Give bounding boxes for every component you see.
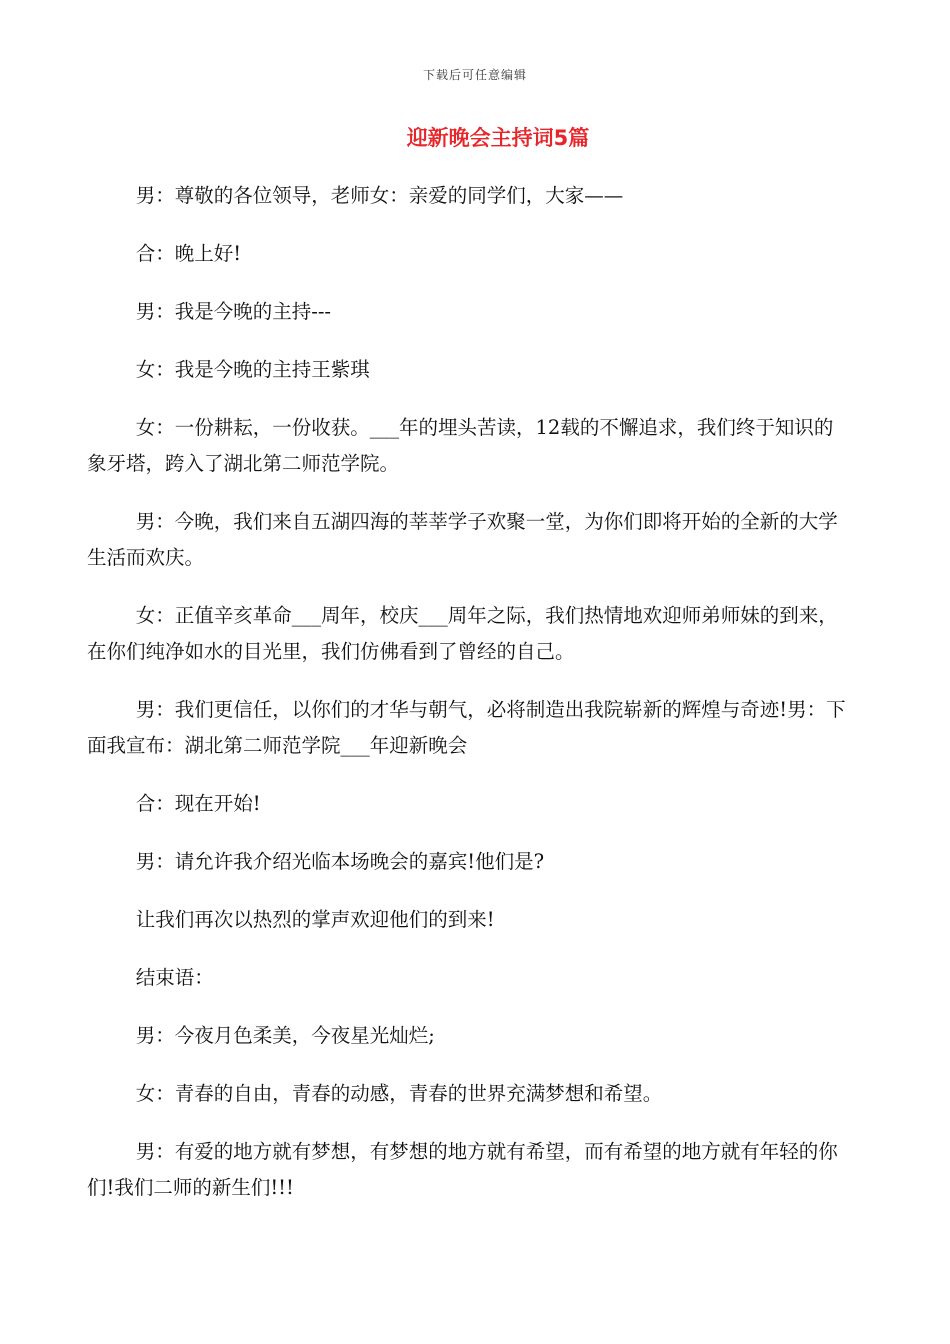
paragraph: 男：有爱的地方就有梦想，有梦想的地方就有希望，而有希望的地方就有年轻的你们!我们二师的新生们!!! bbox=[87, 1140, 838, 1199]
paragraph: 女：我是今晚的主持王紫琪 bbox=[135, 358, 370, 381]
paragraph: 男：我是今晚的主持--- bbox=[135, 300, 332, 323]
header-note: 下载后可任意编辑 bbox=[422, 68, 527, 82]
paragraph: 女：正值辛亥革命___周年，校庆___周年之际，我们热情地欢迎师弟师妹的到来，在你们纯净如水的目光里，我们仿佛看到了曾经的自己。 bbox=[87, 604, 838, 663]
paragraph: 男：今晚，我们来自五湖四海的莘莘学子欢聚一堂，为你们即将开始的全新的大学生活而欢庆。 bbox=[87, 510, 838, 569]
paragraph: 男：我们更信任，以你们的才华与朝气，必将制造出我院崭新的辉煌与奇迹!男：下面我宣布：湖北第二师范学院___年迎新晚会 bbox=[87, 698, 846, 757]
document-title: 迎新晚会主持词5篇 bbox=[406, 126, 590, 150]
document-body bbox=[87, 178, 851, 1228]
paragraph: 男：尊敬的各位领导，老师女：亲爱的同学们，大家—— bbox=[135, 184, 624, 207]
paragraph: 男：今夜月色柔美，今夜星光灿烂; bbox=[135, 1024, 435, 1047]
paragraph: 女：青春的自由，青春的动感，青春的世界充满梦想和希望。 bbox=[135, 1082, 663, 1105]
paragraph: 结束语： bbox=[135, 966, 214, 989]
paragraph: 合：现在开始! bbox=[135, 792, 261, 815]
paragraph: 合：晚上好! bbox=[135, 242, 242, 265]
paragraph: 男：请允许我介绍光临本场晚会的嘉宾!他们是? bbox=[135, 850, 545, 873]
paragraph: 女：一份耕耘，一份收获。___年的埋头苦读，12载的不懈追求，我们终于知识的象牙塔，跨入了湖北第二师范学院。 bbox=[87, 416, 834, 475]
paragraph: 让我们再次以热烈的掌声欢迎他们的到来! bbox=[135, 908, 495, 931]
